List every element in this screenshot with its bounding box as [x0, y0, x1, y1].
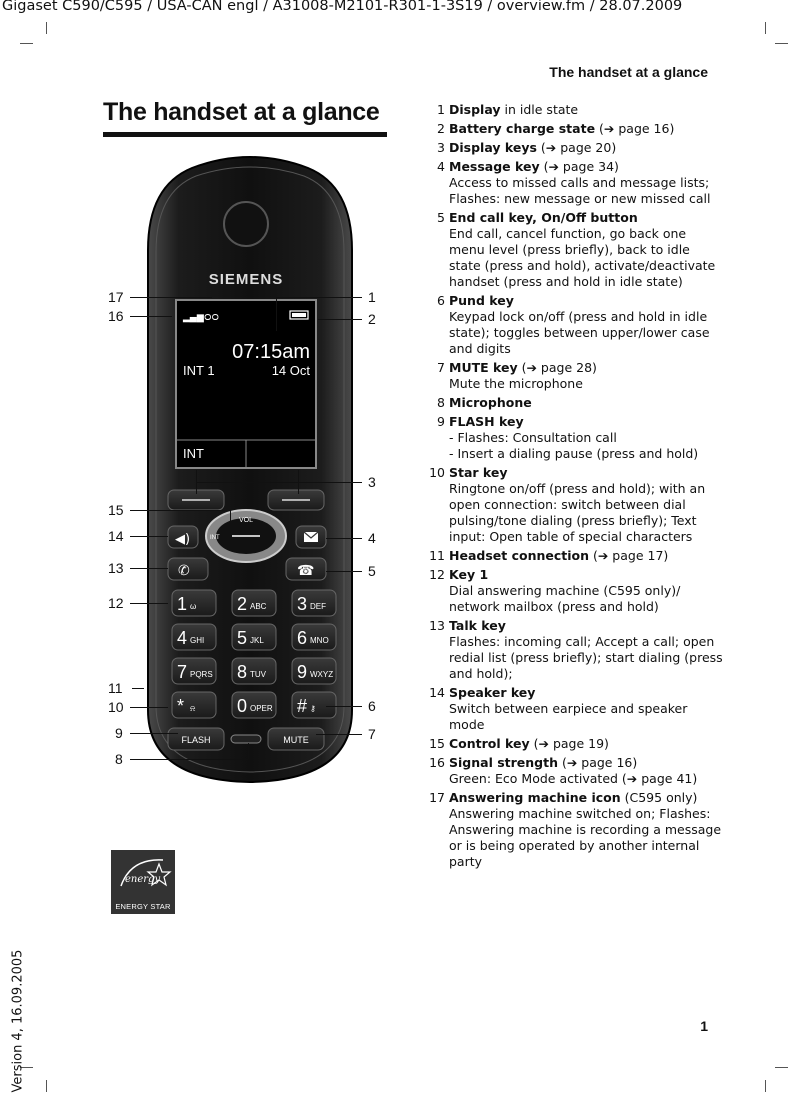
keypad-letters: ⚷	[310, 704, 316, 713]
leader-line	[326, 538, 362, 539]
crop-mark	[765, 1080, 766, 1092]
keypad-key[interactable]	[172, 624, 216, 650]
leader-line	[316, 734, 362, 735]
keypad-digit: 7	[177, 662, 188, 682]
leader-line	[130, 759, 248, 760]
keypad-key[interactable]	[292, 590, 336, 616]
callout-10: 10	[108, 699, 124, 715]
vol-label: VOL	[238, 517, 254, 524]
item-number: 13	[429, 618, 445, 633]
item-description: Answering machine switched on; Flashes: Answering machine is recording a message or is being operated by another internal party	[449, 806, 722, 869]
item-heading: Microphone	[449, 395, 532, 410]
list-item	[424, 360, 724, 392]
handset-body	[148, 157, 352, 782]
item-heading-detail: (C595 only)	[620, 790, 698, 805]
list-item	[424, 548, 724, 564]
keypad-digit: 8	[237, 662, 248, 682]
item-heading-detail: (➔ page 16)	[595, 121, 675, 136]
item-heading-detail: (➔ page 28)	[517, 360, 597, 375]
keypad-letters: PQRS	[190, 670, 213, 679]
item-heading: Control key	[449, 736, 530, 751]
callout-5: 5	[368, 563, 376, 579]
callout-16: 16	[108, 308, 124, 324]
item-heading: Talk key	[449, 618, 506, 633]
callout-15: 15	[108, 502, 124, 518]
keypad-letters: ω	[190, 602, 197, 611]
item-heading: Battery charge state	[449, 121, 596, 136]
callout-17: 17	[108, 289, 124, 305]
display-softkey-left: INT	[183, 446, 204, 461]
leader-line	[130, 297, 212, 298]
item-number: 4	[437, 159, 445, 174]
keypad-letters: JKL	[250, 636, 264, 645]
item-heading: Message key	[449, 159, 540, 174]
leader-line	[326, 571, 362, 572]
keypad-letters: ⍾	[190, 704, 196, 713]
item-heading: Display	[449, 102, 501, 117]
keypad-digit: 1	[177, 594, 188, 614]
item-heading: MUTE key	[449, 360, 518, 375]
keypad-digit: 3	[297, 594, 308, 614]
list-item	[424, 755, 724, 787]
leader-line	[230, 510, 231, 528]
leader-line	[130, 707, 168, 708]
list-item	[424, 210, 724, 290]
item-description: Access to missed calls and message lists; Flashes: new message or new missed call	[449, 175, 711, 206]
item-heading-detail: (➔ page 19)	[529, 736, 609, 751]
item-heading: Speaker key	[449, 685, 536, 700]
speaker-icon: ◀)	[175, 532, 191, 547]
item-heading-detail: (➔ page 20)	[536, 140, 617, 155]
list-item	[424, 414, 724, 462]
callout-12: 12	[108, 595, 124, 611]
item-heading-detail: (➔ page 34)	[539, 159, 619, 174]
callout-9: 9	[115, 725, 123, 741]
item-description: End call, cancel function, go back one menu level (press briefly), back to idle state (press and hold), activate/deactivate handset (press and hold in idle state)	[449, 226, 716, 289]
item-heading-detail: (➔ page 16)	[557, 755, 638, 770]
item-number: 1	[437, 102, 445, 117]
mute-label: MUTE	[283, 735, 309, 745]
list-item	[424, 736, 724, 752]
leader-line	[130, 536, 168, 537]
running-head: The handset at a glance	[549, 64, 708, 80]
callout-7: 7	[368, 726, 376, 742]
keypad-letters: DEF	[310, 602, 326, 611]
leader-line	[196, 482, 362, 483]
talk-icon: ✆	[178, 563, 190, 579]
item-number: 11	[429, 548, 445, 563]
leader-line	[276, 297, 362, 298]
leader-line	[130, 316, 172, 317]
crop-mark	[775, 1067, 788, 1068]
keypad-digit: *	[177, 696, 185, 716]
keypad-key[interactable]	[232, 624, 276, 650]
callout-2: 2	[368, 311, 376, 327]
leader-line	[130, 603, 168, 604]
keypad-digit: 5	[237, 628, 248, 648]
item-number: 10	[429, 465, 445, 480]
page-number: 1	[700, 1018, 708, 1034]
item-number: 12	[429, 567, 445, 582]
keypad-digit: #	[297, 696, 308, 716]
keypad-digit: 9	[297, 662, 308, 682]
leader-line	[248, 743, 249, 759]
item-description: Ringtone on/off (press and hold); with an open connection: switch between dial pulsing/tone dialing (press briefly); Text input: Open table of special characters	[449, 481, 706, 544]
item-number: 2	[437, 121, 445, 136]
item-number: 3	[437, 140, 445, 155]
callout-14: 14	[108, 528, 124, 544]
list-item	[424, 159, 724, 207]
leader-line	[318, 319, 362, 320]
item-number: 8	[437, 395, 445, 410]
callout-3: 3	[368, 474, 376, 490]
display-date: 14 Oct	[271, 363, 310, 378]
leader-line	[196, 470, 197, 494]
keypad-key[interactable]	[172, 590, 216, 616]
leader-line	[130, 733, 178, 734]
item-number: 5	[437, 210, 445, 225]
leader-line	[326, 706, 362, 707]
document-info-line: Gigaset C590/C595 / USA-CAN engl / A31008-M2101-R301-1-3S19 / overview.fm / 28.07.2009	[2, 0, 683, 14]
item-heading: Star key	[449, 465, 508, 480]
earpiece	[224, 202, 268, 246]
keypad-key[interactable]	[292, 624, 336, 650]
keypad-key[interactable]	[292, 658, 336, 684]
crop-mark	[46, 22, 47, 34]
item-description: Mute the microphone	[449, 376, 583, 391]
item-number: 17	[429, 790, 445, 805]
keypad-letters: GHI	[190, 636, 205, 645]
list-item	[424, 102, 724, 118]
item-description: Green: Eco Mode activated (➔ page 41)	[449, 771, 698, 786]
callout-8: 8	[115, 751, 123, 767]
leader-line	[130, 568, 168, 569]
keypad-key[interactable]	[172, 692, 216, 718]
list-item	[424, 790, 724, 870]
crop-mark	[46, 1080, 47, 1092]
item-description: Switch between earpiece and speaker mode	[449, 701, 688, 732]
list-item	[424, 293, 724, 357]
item-heading: End call key, On/Off button	[449, 210, 638, 225]
svg-text:energy: energy	[125, 874, 161, 885]
microphone	[231, 735, 261, 743]
signal-strength-icon: ▂▄▆	[183, 313, 204, 323]
keypad-key[interactable]	[292, 692, 336, 718]
item-description: Dial answering machine (C595 only)/ network mailbox (press and hold)	[449, 583, 681, 614]
item-heading: Pund key	[449, 293, 514, 308]
keypad-digit: 4	[177, 628, 188, 648]
item-heading: Answering machine icon	[449, 790, 621, 805]
keypad-letters: MNO	[310, 636, 329, 645]
leader-line	[276, 297, 277, 331]
leader-line	[298, 470, 299, 494]
keypad-letters: OPER	[250, 704, 273, 713]
brand-logo: SIEMENS	[208, 271, 284, 288]
callout-11: 11	[108, 680, 123, 696]
item-heading-detail: (➔ page 17)	[589, 548, 669, 563]
item-number: 6	[437, 293, 445, 308]
list-item	[424, 465, 724, 545]
keypad-letters: TUV	[250, 670, 266, 679]
list-item	[424, 567, 724, 615]
callout-4: 4	[368, 530, 376, 546]
keypad-letters: ABC	[250, 602, 267, 611]
item-heading: FLASH key	[449, 414, 524, 429]
component-list	[424, 102, 724, 873]
flash-label: FLASH	[181, 735, 211, 745]
callout-6: 6	[368, 698, 376, 714]
display-int: INT 1	[183, 363, 215, 378]
list-item	[424, 685, 724, 733]
item-number: 14	[429, 685, 445, 700]
keypad-key[interactable]	[232, 692, 276, 718]
callout-1: 1	[368, 289, 376, 305]
crop-mark	[775, 43, 788, 44]
item-heading: Key 1	[449, 567, 489, 582]
item-heading: Signal strength	[449, 755, 558, 770]
keypad-letters: WXYZ	[310, 670, 334, 679]
list-item	[424, 395, 724, 411]
energy-star-icon	[111, 850, 175, 900]
title-rule	[103, 132, 387, 137]
item-heading-detail: in idle state	[500, 102, 579, 117]
keypad-key[interactable]	[172, 658, 216, 684]
page-title: The handset at a glance	[103, 98, 380, 126]
item-number: 15	[429, 736, 445, 751]
callout-13: 13	[108, 560, 124, 576]
crop-mark	[20, 43, 33, 44]
answering-machine-icon: ᴑᴑ	[204, 310, 220, 323]
item-number: 7	[437, 360, 445, 375]
item-description: Flashes: incoming call; Accept a call; open redial list (press briefly); start dialing (press and hold);	[449, 634, 723, 681]
handset-illustration	[100, 150, 400, 790]
version-note: Version 4, 16.09.2005	[10, 949, 26, 1093]
list-item	[424, 140, 724, 156]
item-number: 9	[437, 414, 445, 429]
item-description: Keypad lock on/off (press and hold in idle state); toggles between upper/lower case and digits	[449, 309, 710, 356]
item-heading: Display keys	[449, 140, 537, 155]
keypad-key[interactable]	[232, 658, 276, 684]
keypad-digit: 0	[237, 696, 248, 716]
keypad-key[interactable]	[232, 590, 276, 616]
leader-line	[130, 510, 230, 511]
item-description: - Flashes: Consultation call - Insert a dialing pause (press and hold)	[449, 430, 699, 461]
list-item	[424, 618, 724, 682]
crop-mark	[765, 22, 766, 34]
keypad-digit: 2	[237, 594, 248, 614]
leader-line	[132, 688, 144, 689]
list-item	[424, 121, 724, 137]
item-heading: Headset connection	[449, 548, 589, 563]
item-number: 16	[429, 755, 445, 770]
end-call-icon: ☎	[297, 563, 315, 579]
keypad-digit: 6	[297, 628, 308, 648]
display-time: 07:15am	[232, 341, 310, 363]
int-nav-label: INT	[210, 535, 220, 541]
energy-star-logo	[111, 850, 175, 914]
energy-star-label: ENERGY STAR	[115, 902, 171, 911]
